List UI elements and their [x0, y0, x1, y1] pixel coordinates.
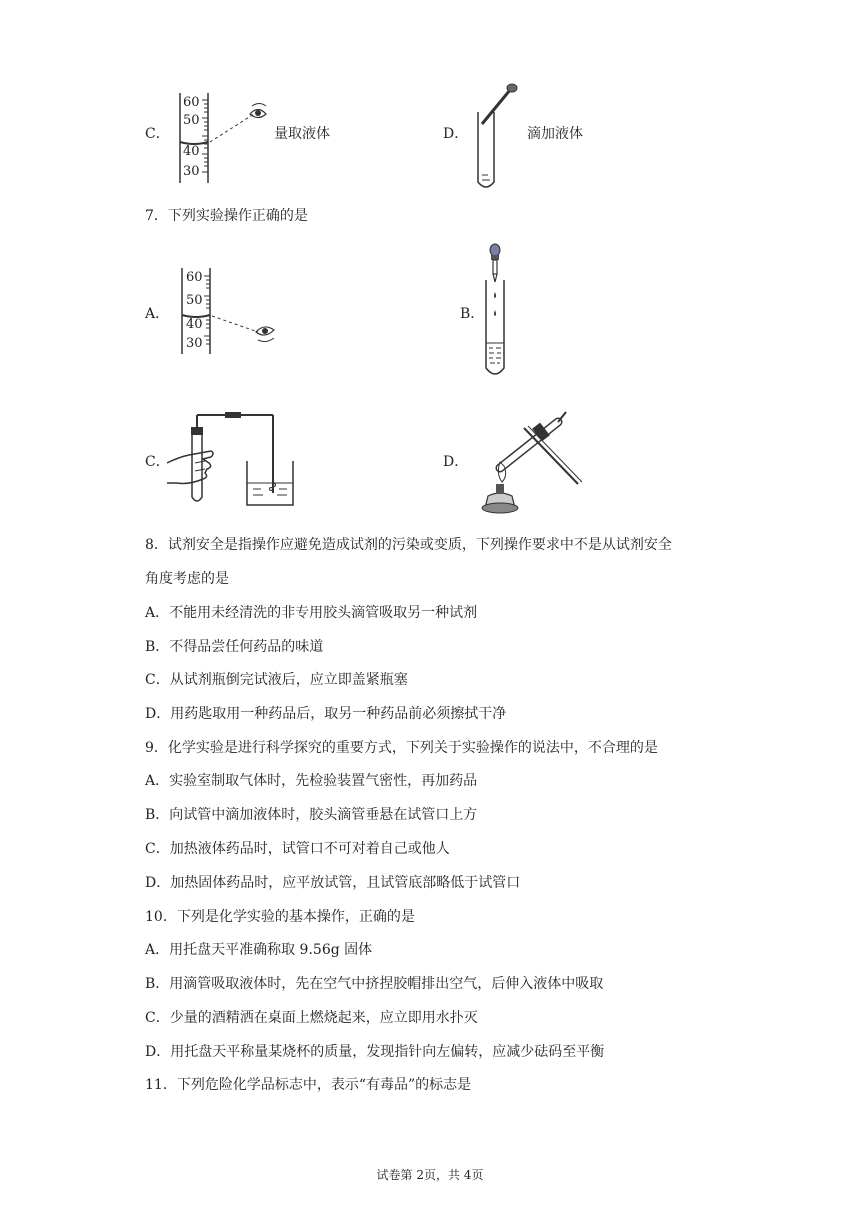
cylinder-tick-30: 30 [186, 336, 203, 351]
cylinder-tick-30: 30 [183, 164, 200, 179]
cylinder-tick-50: 50 [183, 113, 200, 128]
q6-option-c-caption: 量取液体 [274, 126, 330, 142]
q8-option-d: D．用药匙取用一种药品后，取另一种药品前必须擦拭干净 [145, 706, 507, 722]
q10-option-d: D．用托盘天平称量某烧杯的质量，发现指针向左偏转，应减少砝码至平衡 [145, 1044, 605, 1060]
q10-option-c: C．少量的酒精洒在桌面上燃烧起来，应立即用水扑灭 [145, 1010, 478, 1026]
q7-option-d-label: D． [443, 454, 469, 470]
q6-option-d-label: D． [443, 126, 469, 142]
q9-option-d: D．加热固体药品时，应平放试管，且试管底部略低于试管口 [145, 875, 521, 891]
cylinder-tick-60: 60 [183, 95, 200, 110]
cylinder-tick-40: 40 [183, 144, 200, 159]
q9-option-b: B．向试管中滴加液体时，胶头滴管垂悬在试管口上方 [145, 807, 478, 823]
q9-option-c: C．加热液体药品时，试管口不可对着自己或他人 [145, 841, 450, 857]
q7-option-b-label: B． [460, 306, 485, 322]
cylinder-tick-50: 50 [186, 293, 203, 308]
dropper-above-tube-figure [480, 240, 520, 382]
heating-tube-figure [470, 400, 585, 520]
q9-option-a: A．实验室制取气体时，先检验装置气密性，再加药品 [145, 773, 478, 789]
q7-option-c-label: C． [145, 454, 170, 470]
eye-icon [256, 327, 274, 342]
q8-option-c: C．从试剂瓶倒完试液后，应立即盖紧瓶塞 [145, 672, 408, 688]
eye-icon [250, 104, 266, 118]
q10-option-b: B．用滴管吸取液体时，先在空气中挤捏胶帽排出空气，后伸入液体中吸取 [145, 976, 604, 992]
q10-option-a: A．用托盘天平准确称取 9.56g 固体 [145, 942, 373, 958]
q7-stem: 7．下列实验操作正确的是 [145, 208, 308, 224]
page-footer: 试卷第 2页，共 4页 [376, 1168, 484, 1182]
q8-option-a: A．不能用未经清洗的非专用胶头滴管吸取另一种试剂 [145, 605, 478, 621]
cylinder-tick-60: 60 [186, 270, 203, 285]
q6-option-c-label: C． [145, 126, 170, 142]
hand-icon [167, 451, 213, 484]
q7-option-a-label: A． [145, 306, 170, 322]
q8-option-b: B．不得品尝任何药品的味道 [145, 639, 324, 655]
q8-stem-line1: 8．试剂安全是指操作应避免造成试剂的污染或变质，下列操作要求中不是从试剂安全 [145, 537, 672, 553]
dropper-into-tube-figure [470, 82, 530, 194]
airtightness-check-figure [165, 405, 300, 510]
q11-stem: 11．下列危险化学品标志中，表示“有毒品”的标志是 [145, 1077, 472, 1093]
q8-stem-line2: 角度考虑的是 [145, 571, 229, 587]
q10-stem: 10．下列是化学实验的基本操作，正确的是 [145, 909, 415, 925]
cylinder-tick-40: 40 [186, 317, 203, 332]
q9-stem: 9．化学实验是进行科学探究的重要方式，下列关于实验操作的说法中，不合理的是 [145, 740, 658, 756]
q6-option-d-caption: 滴加液体 [527, 126, 583, 142]
